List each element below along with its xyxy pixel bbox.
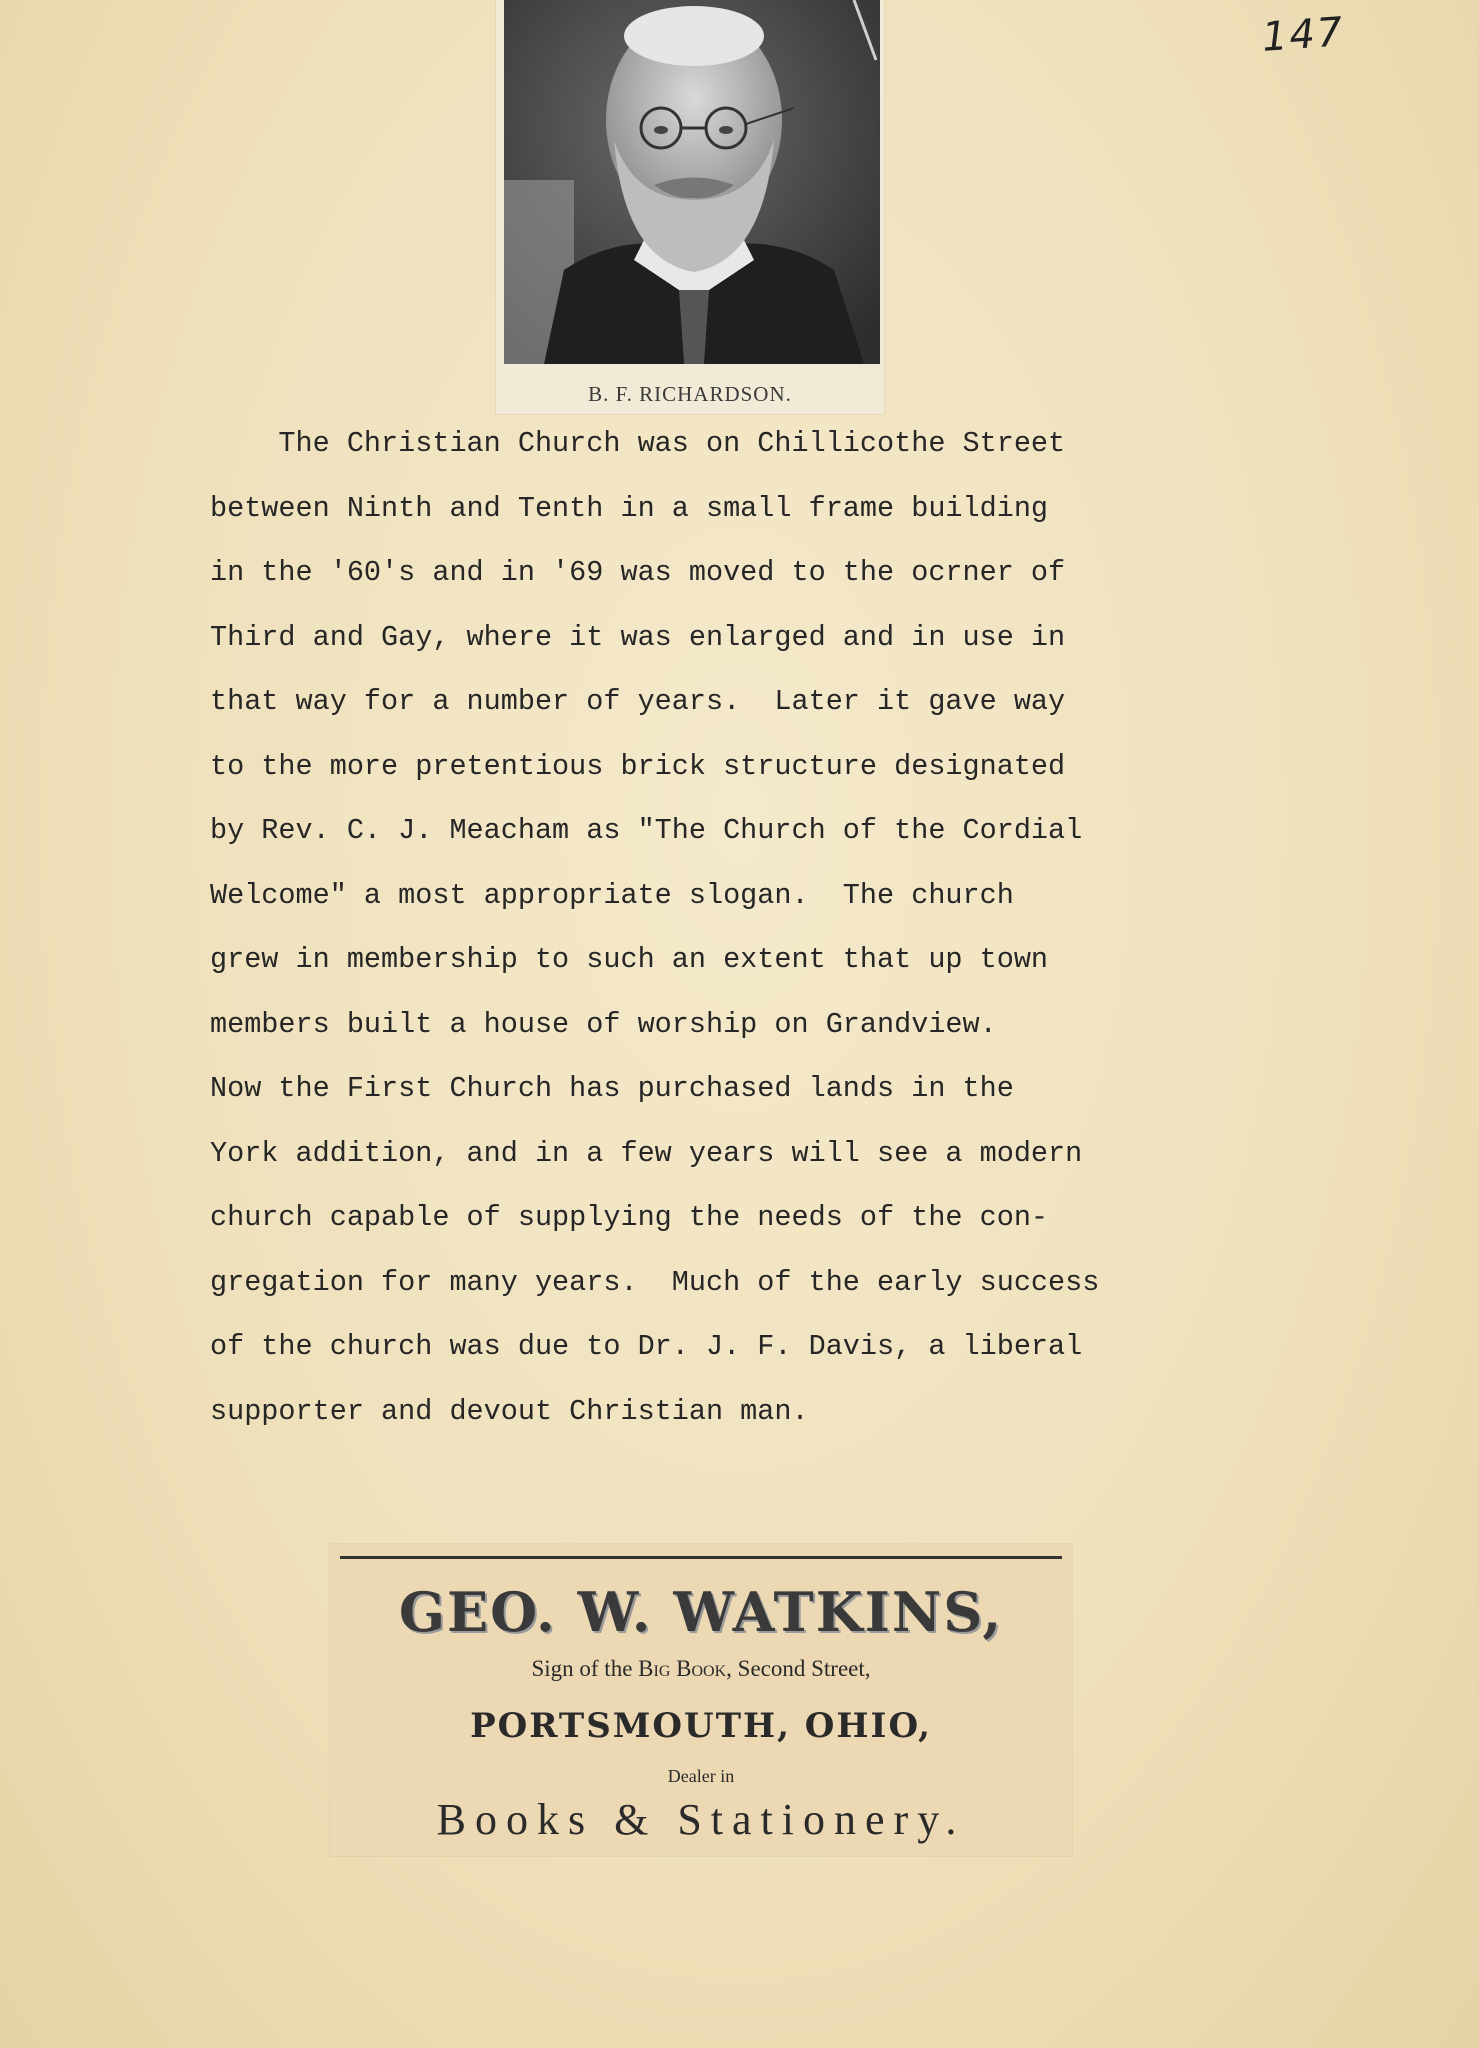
- body-line: to the more pretentious brick structure designated: [210, 749, 1066, 783]
- body-line: by Rev. C. J. Meacham as "The Church of the Cordial: [210, 814, 1083, 847]
- ad-city: PORTSMOUTH, OHIO,: [470, 1706, 932, 1746]
- portrait-caption: B. F. RICHARDSON.: [588, 382, 792, 406]
- body-line: York addition, and in a few years will see a modern: [210, 1136, 1083, 1170]
- ad-sign-prefix: Sign of the: [531, 1656, 639, 1681]
- portrait-clipping: [496, 0, 884, 414]
- body-line: Now the First Church has purchased lands in the: [210, 1072, 1014, 1105]
- ad-merchant-name: GEO. W. WATKINS,: [398, 1580, 1004, 1644]
- body-line: church capable of supplying the needs of the con-: [210, 1201, 1049, 1234]
- portrait-photo: [504, 0, 880, 364]
- body-line: between Ninth and Tenth in a small frame building: [210, 491, 1049, 525]
- body-line: Welcome" a most appropriate slogan. The church: [210, 878, 1014, 912]
- portrait-image: [504, 0, 880, 364]
- ad-sign-suffix: , Second Street,: [726, 1656, 871, 1681]
- advertisement-clipping: [330, 1544, 1072, 1856]
- body-line: supporter and devout Christian man.: [210, 1394, 809, 1428]
- ad-sign-line: [330, 1656, 1072, 1682]
- body-line: in the '60's and in '69 was moved to the ocrner of: [210, 556, 1066, 589]
- ad-goods: Books & Stationery.: [436, 1795, 966, 1844]
- page-number: 147: [1260, 9, 1346, 61]
- body-line: members built a house of worship on Grandview.: [210, 1007, 997, 1041]
- body-line: The Christian Church was on Chillicothe Street: [210, 427, 1066, 460]
- ad-top-rule: [340, 1556, 1062, 1559]
- ad-sign-book-rest: OOK: [691, 1663, 727, 1680]
- ad-sign-big-rest: IG: [653, 1663, 671, 1680]
- body-line: of the church was due to Dr. J. F. Davis, a liberal: [210, 1330, 1083, 1363]
- ad-sign-book-initial: B: [670, 1656, 692, 1681]
- body-line: gregation for many years. Much of the early success: [210, 1265, 1100, 1299]
- body-line: that way for a number of years. Later it gave way: [210, 685, 1066, 718]
- body-line: Third and Gay, where it was enlarged and in use in: [210, 620, 1066, 654]
- typed-body-text: [210, 412, 1210, 1444]
- ad-sign-big-initial: B: [638, 1656, 654, 1681]
- ad-dealer-label: Dealer in: [667, 1766, 735, 1786]
- body-line: grew in membership to such an extent that up town: [210, 943, 1049, 976]
